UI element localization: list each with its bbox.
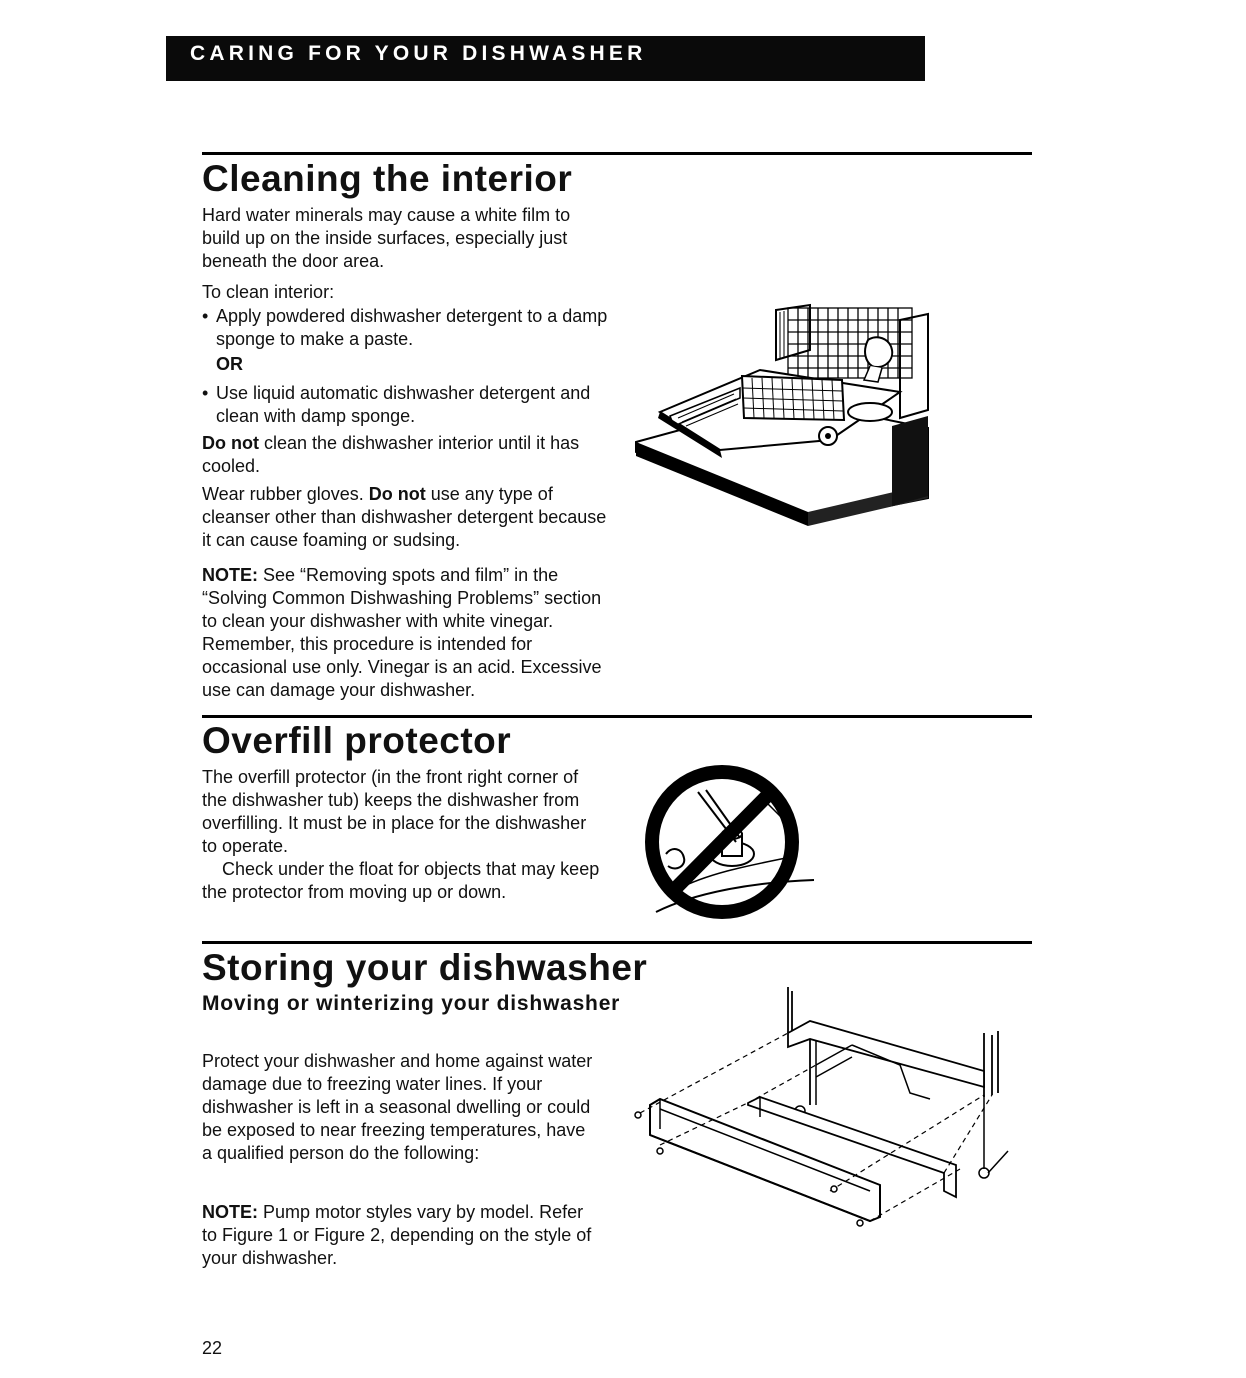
do-not-emphasis: Do not bbox=[368, 484, 426, 504]
cleaning-bullet-1 bbox=[202, 305, 612, 351]
storing-subtitle: Moving or winterizing your dishwasher bbox=[202, 992, 621, 1015]
note-label: NOTE: bbox=[202, 565, 258, 585]
caution-text: use any type of cleanser other than dishwasher detergent because it can cause foaming or sudsing. bbox=[202, 484, 607, 550]
or-label: OR bbox=[216, 354, 243, 374]
cleaning-caution-1 bbox=[202, 432, 602, 478]
do-not-emphasis: Do not bbox=[202, 433, 259, 453]
section-divider bbox=[202, 941, 1032, 944]
cleaning-to-clean: To clean interior: bbox=[202, 282, 335, 302]
bullet-text: Apply powdered dishwasher detergent to a damp sponge to make a paste. bbox=[216, 306, 608, 349]
section-header-title: CARING FOR YOUR DISHWASHER bbox=[190, 42, 647, 65]
overfill-float-prohibited-illustration bbox=[636, 762, 816, 922]
cleaning-title: Cleaning the interior bbox=[202, 158, 573, 199]
section-header-band bbox=[166, 36, 925, 81]
cleaning-intro: Hard water minerals may cause a white film to build up on the inside surfaces, especially just beneath the door area. bbox=[202, 205, 571, 271]
bullet-dot: • bbox=[202, 383, 209, 403]
section-divider bbox=[202, 715, 1032, 718]
note-label: NOTE: bbox=[202, 1202, 258, 1222]
overfill-title: Overfill protector bbox=[202, 720, 512, 761]
dishwasher-interior-illustration bbox=[630, 300, 930, 525]
caution-text: clean the dishwasher interior until it has cooled. bbox=[202, 433, 580, 476]
storing-paragraph: Protect your dishwasher and home against water damage due to freezing water lines. If your dishwasher is left in a seasonal dwelling or could be exposed to near freezing temperatures, have a qualified person do the following: bbox=[202, 1051, 593, 1163]
kickplate-removal-illustration bbox=[620, 985, 1020, 1230]
note-text: See “Removing spots and film” in the “Solving Common Dishwashing Problems” section to clean your dishwasher with white vinegar. Remember, this procedure is intended for occasional use only. Vinegar is an acid. Excessive use can damage your dishwasher. bbox=[202, 565, 602, 700]
cleaning-caution-2 bbox=[202, 483, 612, 552]
bullet-text: Use liquid automatic dishwasher detergent and clean with damp sponge. bbox=[216, 383, 591, 426]
overfill-paragraph-1: The overfill protector (in the front right corner of the dishwasher tub) keeps the dishwasher from overfilling. It must be in place for the dishwasher to operate. bbox=[202, 767, 587, 856]
storing-title: Storing your dishwasher bbox=[202, 947, 648, 988]
bullet-dot: • bbox=[202, 306, 209, 326]
storing-note bbox=[202, 1201, 598, 1270]
overfill-paragraph-2: Check under the float for objects that may keep the protector from moving up or down. bbox=[202, 859, 600, 902]
page-number: 22 bbox=[202, 1338, 223, 1358]
section-divider bbox=[202, 152, 1032, 155]
cleaning-note bbox=[202, 564, 620, 702]
caution-text-start: Wear rubber gloves. bbox=[202, 484, 369, 504]
note-text: Pump motor styles vary by model. Refer to Figure 1 or Figure 2, depending on the style of your dishwasher. bbox=[202, 1202, 592, 1268]
cleaning-bullet-2 bbox=[202, 382, 612, 428]
